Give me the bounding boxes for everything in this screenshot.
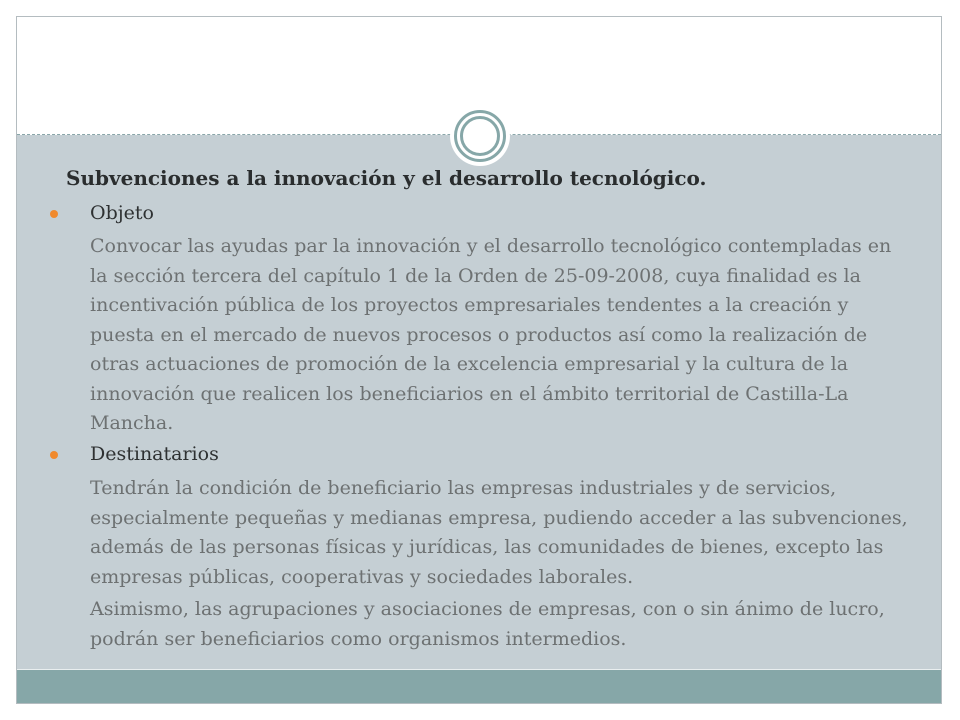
paragraph-destinatarios-2: Asimismo, las agrupaciones y asociaciones de empresas, con o sin ánimo de lucro, podrán ser beneficiarios como organismos intermedios. bbox=[90, 598, 885, 650]
bullet-icon bbox=[50, 210, 58, 218]
ring-ornament-icon bbox=[450, 106, 510, 166]
bullet-icon bbox=[50, 451, 58, 459]
footer-bar bbox=[17, 669, 941, 703]
bullet-label-destinatarios: Destinatarios bbox=[90, 443, 219, 465]
slide-heading: Subvenciones a la innovación y el desarrollo tecnológico. bbox=[66, 166, 707, 190]
bullet-label-objeto: Objeto bbox=[90, 202, 154, 224]
paragraph-destinatarios-1: Tendrán la condición de beneficiario las empresas industriales y de servicios, especialmente pequeñas y medianas empresa, pudiendo acceder a las subvenciones, además de las personas físicas y jurídicas, las comunidades de bienes, excepto las empresas públicas, cooperativas y sociedades laborales. bbox=[90, 477, 908, 588]
paragraph-objeto: Convocar las ayudas par la innovación y el desarrollo tecnológico contempladas en la sección tercera del capítulo 1 de la Orden de 25-09-2008, cuya finalidad es la incentivación pública de los proyectos empresariales tendentes a la creación y puesta en el mercado de nuevos procesos o productos así como la realización de otras actuaciones de promoción de la excelencia empresarial y la cultura de la innovación que realicen los beneficiarios en el ámbito territorial de Castilla-La Mancha. bbox=[90, 235, 892, 434]
ring-inner bbox=[460, 116, 500, 156]
